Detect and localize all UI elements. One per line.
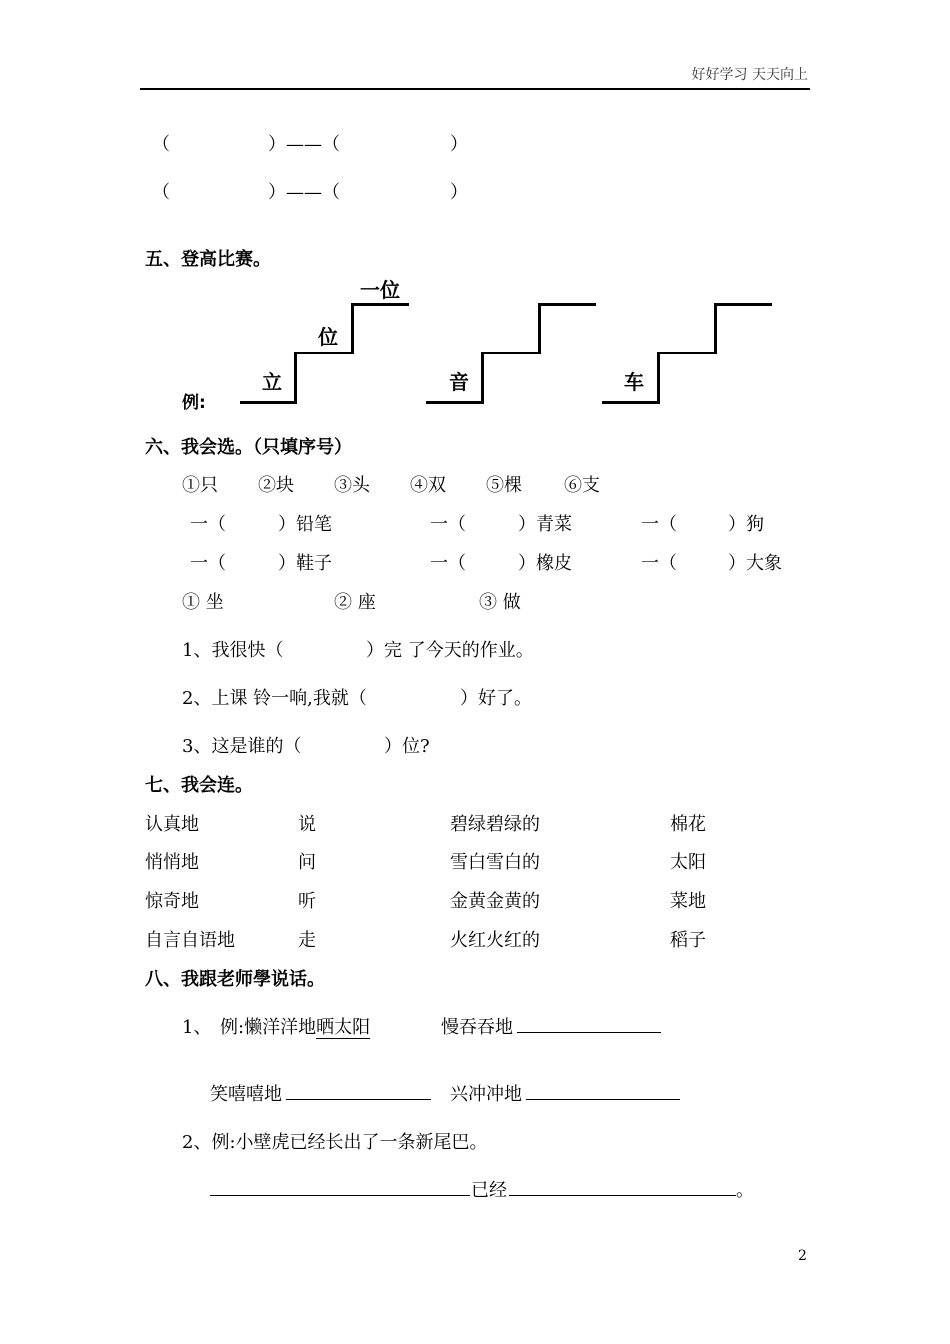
stair-step-line xyxy=(538,303,596,306)
answer-blank[interactable] xyxy=(509,1195,736,1196)
option-item: ② 座 xyxy=(334,592,376,613)
match-word: 雪白雪白的 xyxy=(450,852,540,873)
match-word: 悄悄地 xyxy=(145,852,199,873)
fill-suffix: ）铅笔 xyxy=(278,514,332,535)
stair-step-line xyxy=(426,401,482,404)
page-header-text: 好好学习 天天向上 xyxy=(691,67,808,83)
match-word: 菜地 xyxy=(670,891,706,912)
option-item: ⑤棵 xyxy=(486,475,522,496)
option-item: ③ 做 xyxy=(479,592,521,613)
section8-title: 八、我跟老师學说话。 xyxy=(145,969,325,990)
pair-mid: ）——（ xyxy=(268,134,340,155)
match-word: 棉花 xyxy=(670,814,706,835)
pair-left-paren: （ xyxy=(152,134,170,155)
example-underlined: 晒太阳 xyxy=(316,1017,371,1038)
fill-prefix: 一（ xyxy=(190,514,226,535)
header-rule xyxy=(140,88,810,90)
stair-step-line xyxy=(481,352,539,354)
option-item: ① 坐 xyxy=(182,592,224,613)
stair-step-line xyxy=(294,352,352,354)
match-word: 认真地 xyxy=(145,814,199,835)
example-sentence xyxy=(220,1013,370,1039)
option-item: ①只 xyxy=(182,475,218,496)
option-item: ⑥支 xyxy=(564,475,600,496)
answer-blank[interactable] xyxy=(210,1195,470,1196)
fill-suffix: ）橡皮 xyxy=(518,553,572,574)
section7-title: 七、我会连。 xyxy=(145,775,253,796)
match-word: 太阳 xyxy=(670,852,706,873)
match-word: 问 xyxy=(298,852,316,873)
pair-mid: ）——（ xyxy=(268,182,340,203)
item-number: 1、 xyxy=(182,1017,212,1038)
sentence-part-a: 3、这是谁的（ xyxy=(182,736,302,757)
stair-step-line xyxy=(714,303,772,306)
sentence-end-punct: 。 xyxy=(736,1180,754,1201)
sentence-part-b: ）位? xyxy=(384,736,430,757)
answer-blank[interactable] xyxy=(526,1099,680,1100)
example-label: 例: xyxy=(182,393,206,413)
fill-suffix: ）青菜 xyxy=(518,514,572,535)
stair-step3-text: 一位 xyxy=(360,278,400,302)
item2-example: 2、例:小壁虎已经长出了一条新尾巴。 xyxy=(182,1132,488,1153)
stair-riser-line xyxy=(538,303,541,354)
prompt-word: 兴冲冲地 xyxy=(450,1084,522,1105)
sentence-part-a: 2、上课 铃一响,我就（ xyxy=(182,688,367,709)
match-word: 稻子 xyxy=(670,930,706,951)
page-number: 2 xyxy=(798,1248,807,1264)
stair-step-line xyxy=(240,401,296,404)
match-word: 金黄金黄的 xyxy=(450,891,540,912)
fill-prefix: 一（ xyxy=(190,553,226,574)
match-word: 碧绿碧绿的 xyxy=(450,814,540,835)
pair-left-paren: （ xyxy=(152,182,170,203)
match-word: 惊奇地 xyxy=(145,891,199,912)
sentence-part-a: 1、我很快（ xyxy=(182,640,284,661)
stair-step-line xyxy=(657,352,715,354)
match-word: 自言自语地 xyxy=(145,930,235,951)
fill-prefix: 一（ xyxy=(641,553,677,574)
stair-step-line xyxy=(602,401,658,404)
fill-suffix: ）鞋子 xyxy=(278,553,332,574)
match-word: 火红火红的 xyxy=(450,930,540,951)
pair-right-paren: ） xyxy=(450,182,468,203)
stair-step1-text: 立 xyxy=(262,370,282,394)
prompt-word: 慢吞吞地 xyxy=(441,1017,513,1038)
option-item: ②块 xyxy=(258,475,294,496)
stair-riser-line xyxy=(481,352,484,404)
example-prefix: 例:懒洋洋地 xyxy=(220,1017,317,1038)
stair-riser-line xyxy=(351,303,354,354)
stair-step-line xyxy=(351,303,409,306)
prompt-word: 笑嘻嘻地 xyxy=(210,1084,282,1105)
option-item: ④双 xyxy=(410,475,446,496)
fill-prefix: 一（ xyxy=(430,514,466,535)
fill-suffix: ）狗 xyxy=(728,514,764,535)
stair-step1-text: 车 xyxy=(624,370,644,394)
section6-title: 六、我会选。（只填序号） xyxy=(145,437,352,458)
section5-title: 五、登高比赛。 xyxy=(145,249,271,270)
fill-suffix: ）大象 xyxy=(728,553,782,574)
sentence-part-b: ）完 了今天的作业。 xyxy=(366,640,534,661)
sentence-mid-word: 已经 xyxy=(471,1180,507,1201)
stair-step2-text: 位 xyxy=(318,325,338,349)
match-word: 说 xyxy=(298,814,316,835)
stair-riser-line xyxy=(294,352,297,404)
option-item: ③头 xyxy=(334,475,370,496)
match-word: 走 xyxy=(298,930,316,951)
fill-prefix: 一（ xyxy=(641,514,677,535)
fill-prefix: 一（ xyxy=(430,553,466,574)
match-word: 听 xyxy=(298,891,316,912)
answer-blank[interactable] xyxy=(517,1032,661,1033)
stair-riser-line xyxy=(714,303,717,354)
pair-right-paren: ） xyxy=(450,134,468,155)
answer-blank[interactable] xyxy=(286,1099,431,1100)
stair-riser-line xyxy=(657,352,660,404)
stair-step1-text: 音 xyxy=(449,370,469,394)
sentence-part-b: ）好了。 xyxy=(460,688,532,709)
